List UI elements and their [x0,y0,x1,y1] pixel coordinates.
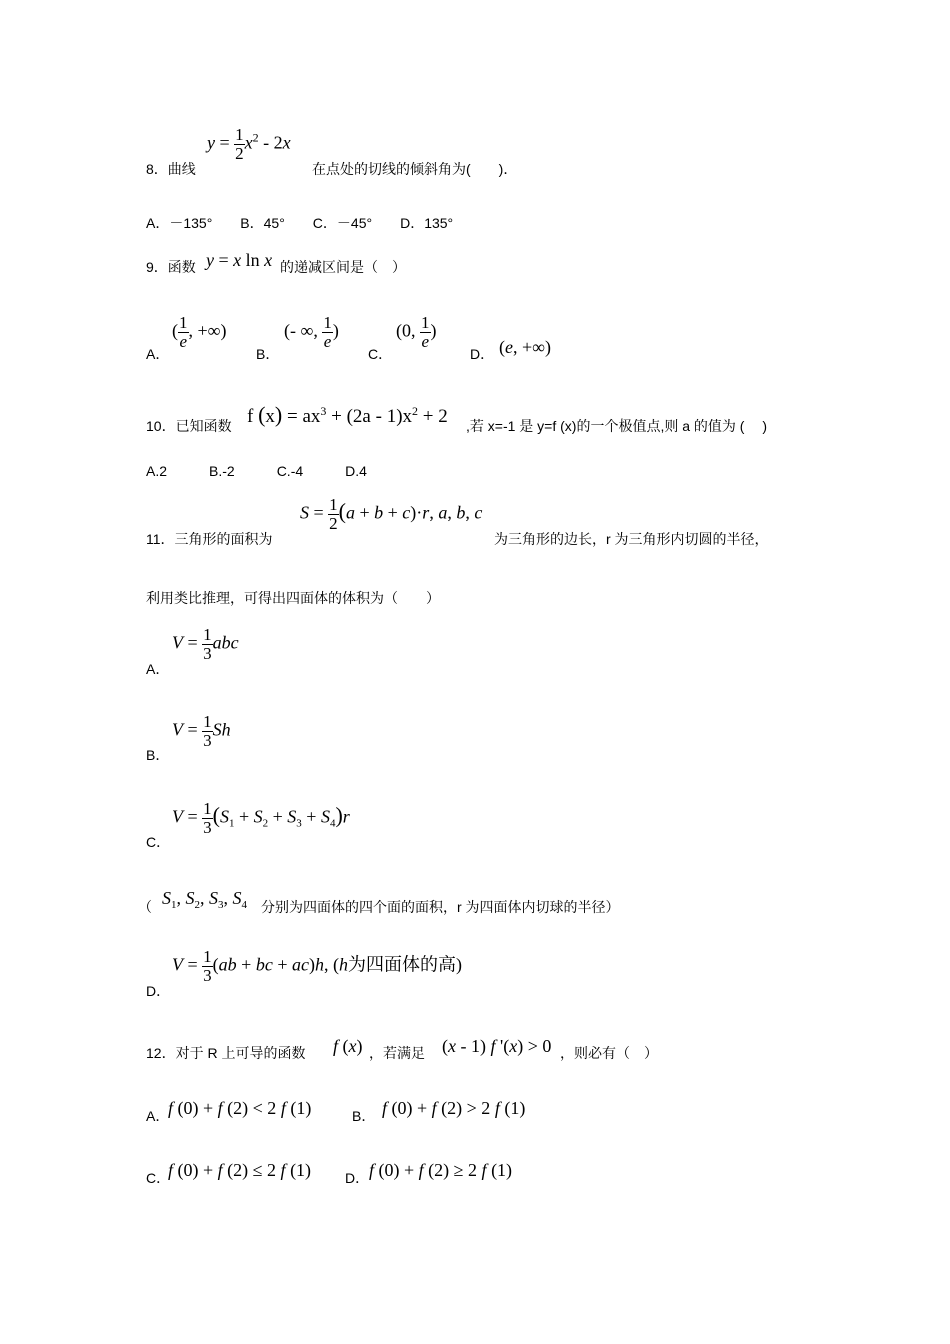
q11-option-a: V = $\frac{1}{3}$ abc [172,625,239,663]
q12-label-c: C． [146,1170,171,1186]
q12-suffix: ，则必有（ ） [560,1045,658,1061]
q11-label-d: D． [146,983,171,999]
q9-option-b: (- ∞, $\frac{1}{e}$ ) [284,313,339,351]
q9-option-c: (0, $\frac{1}{e}$ ) [396,313,437,351]
q12-label-b: B． [352,1108,376,1124]
q9-formula: y = x ln x [206,250,273,270]
q12-label-d: D． [345,1170,370,1186]
q9-option-a: ( $\frac{1}{e}$ , +∞) [172,313,227,351]
q10-suffix: ,若 x=-1 是 y=f (x)的一个极值点,则 a 的值为 ( ) [466,418,768,434]
q11-suffix: 为三角形的边长，r 为三角形内切圆的半径， [494,531,769,547]
q11-prefix: 11．三角形的面积为 [146,531,273,547]
q12-formula-2: (x - 1) f '(x) > 0 [442,1036,552,1056]
q12-option-d: f (0) + f (2) ≥ 2 f (1) [369,1160,513,1180]
q9-suffix: 的递减区间是（ ） [280,259,406,275]
q9-label-b: B． [256,346,280,362]
q12-option-c: f (0) + f (2) ≤ 2 f (1) [168,1160,312,1180]
q11-formula: S = $\frac{1}{2}$ (a + b + c)·r, a, b, c [300,495,483,533]
q11-option-c: V = $\frac{1}{3}$ $(S_1 + S_2 + S_3 + S_4)r$ [172,799,350,837]
q9-label-c: C． [368,346,393,362]
q11-note-open: （ [138,899,152,915]
q9-prefix: 9．函数 [146,259,196,275]
q9-option-d: (e, +∞) [499,337,551,357]
q12-middle: ，若满足 [369,1045,425,1061]
q8-prefix: 8．曲线 [146,161,196,177]
q11-label-a: A． [146,661,170,677]
q12-prefix: 12．对于 R 上可导的函数 [146,1045,306,1061]
q11-label-b: B． [146,747,170,763]
q12-option-a: f (0) + f (2) < 2 f (1) [168,1098,312,1118]
q8-formula: y = $\frac{1}{2}$ $x^2 - 2x$ [207,125,291,163]
q12-label-a: A． [146,1108,170,1124]
q8-options: A．－135° B．45° C．－45° D．135° [146,215,454,231]
q11-option-d: V = $\frac{1}{3}$ (ab + bc + ac)h, (h为四面体的高) [172,947,462,985]
q11-label-c: C． [146,834,171,850]
q9-label-d: D． [470,346,495,362]
q12-option-b: f (0) + f (2) > 2 f (1) [382,1098,526,1118]
q11-note-text: 分别为四面体的四个面的面积，r 为四面体内切球的半径） [261,899,620,915]
q10-prefix: 10．已知函数 [146,418,232,434]
q12-formula-1: f (x) [333,1036,363,1056]
q9-label-a: A． [146,346,170,362]
q10-formula: f $(x) = ax^3 + (2a - 1)x^2 + 2$ [247,402,448,427]
q11-option-b: V = $\frac{1}{3}$ Sh [172,712,231,750]
q11-line2: 利用类比推理，可得出四面体的体积为（ ） [146,590,440,606]
q10-options: A.2 B.-2 C.-4 D.4 [146,463,367,479]
q11-note-formula: $S_1$, $S_2$, $S_3$, $S_4$ [162,888,247,911]
q8-suffix: 在点处的切线的倾斜角为( )． [312,161,518,177]
